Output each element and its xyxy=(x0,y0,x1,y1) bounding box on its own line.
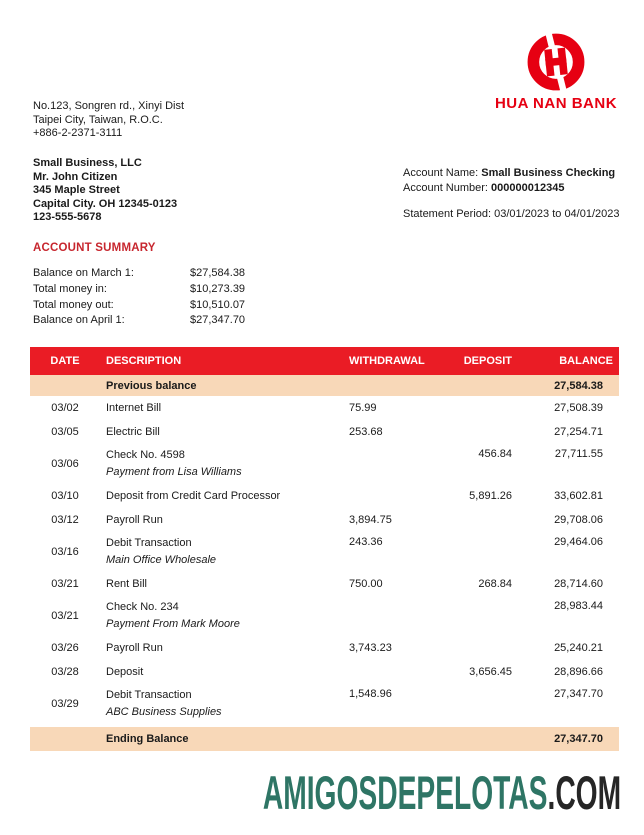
customer-line: Small Business, LLC xyxy=(33,157,142,169)
summary-label: Balance on April 1: xyxy=(33,314,125,327)
cell-balance: 28,714.60 xyxy=(554,578,603,590)
cell-withdrawal: 1,548.96 xyxy=(349,688,392,700)
cell-date: 03/28 xyxy=(51,666,79,678)
table-row xyxy=(30,420,619,444)
cell-description: Debit Transaction xyxy=(106,537,192,549)
summary-row xyxy=(33,313,245,329)
cell-balance: 29,464.06 xyxy=(554,536,603,548)
account-number-label: Account Number: xyxy=(403,181,492,194)
table-row xyxy=(30,636,619,660)
cell-date: 03/21 xyxy=(51,610,79,622)
cell-date: 03/16 xyxy=(51,546,79,558)
summary-row xyxy=(33,298,245,314)
summary-value: $27,347.70 xyxy=(190,314,246,327)
cell-description-note: ABC Business Supplies xyxy=(106,706,222,718)
table-row xyxy=(30,396,619,420)
previous-balance-label: Previous balance xyxy=(106,379,197,392)
summary-row xyxy=(33,266,245,282)
cell-date: 03/05 xyxy=(51,426,79,438)
cell-balance: 33,602.81 xyxy=(554,490,603,502)
cell-date: 03/12 xyxy=(51,514,79,526)
cell-date: 03/02 xyxy=(51,402,79,414)
cell-withdrawal: 3,743.23 xyxy=(349,642,392,654)
cell-balance: 28,896.66 xyxy=(554,666,603,678)
header-deposit: DEPOSIT xyxy=(463,355,512,367)
customer-line: 123-555-5678 xyxy=(33,211,102,223)
cell-deposit: 456.84 xyxy=(478,448,512,460)
bank-address-line: No.123, Songren rd., Xinyi Dist xyxy=(33,100,185,112)
summary-value: $10,510.07 xyxy=(190,298,246,311)
watermark-brand xyxy=(262,766,621,819)
bank-name: HUA NAN BANK xyxy=(494,95,618,112)
cell-deposit: 5,891.26 xyxy=(469,490,512,502)
cell-description-note: Main Office Wholesale xyxy=(106,554,217,566)
summary-label: Total money out: xyxy=(33,298,114,311)
ending-balance-label: Ending Balance xyxy=(106,733,189,745)
table-header-row xyxy=(30,347,619,375)
cell-deposit: 268.84 xyxy=(478,578,512,590)
cell-description: Check No. 234 xyxy=(106,601,179,613)
cell-deposit: 3,656.45 xyxy=(469,666,512,678)
header-date: DATE xyxy=(50,355,80,367)
table-row xyxy=(30,484,619,508)
table-row xyxy=(30,596,619,636)
account-summary xyxy=(33,266,245,329)
cell-description: Debit Transaction xyxy=(106,689,192,701)
table-row xyxy=(30,684,619,724)
table-row xyxy=(30,532,619,572)
cell-balance: 27,347.70 xyxy=(554,688,603,700)
cell-description: Deposit from Credit Card Processor xyxy=(106,489,281,502)
customer-line: 345 Maple Street xyxy=(33,184,120,196)
account-summary-title: ACCOUNT SUMMARY xyxy=(33,242,156,254)
cell-date: 03/21 xyxy=(51,578,79,590)
account-name-label: Account Name: xyxy=(403,167,482,179)
cell-date: 03/10 xyxy=(51,490,79,502)
table-row xyxy=(30,444,619,484)
account-name-row xyxy=(403,166,620,181)
cell-description: Rent Bill xyxy=(106,577,147,590)
account-name-value: Small Business Checking xyxy=(481,167,616,179)
cell-balance: 25,240.21 xyxy=(554,642,603,654)
bank-address-line: +886-2-2371-3111 xyxy=(33,127,123,139)
previous-balance-value: 27,584.38 xyxy=(554,379,603,392)
summary-label: Balance on March 1: xyxy=(33,267,134,279)
previous-balance-row xyxy=(30,375,619,396)
cell-balance: 27,508.39 xyxy=(554,402,603,414)
summary-row xyxy=(33,282,245,298)
bank-address xyxy=(33,100,184,141)
cell-date: 03/06 xyxy=(51,458,79,470)
hua-nan-bank-logo-icon xyxy=(527,33,585,91)
cell-balance: 27,711.55 xyxy=(554,448,603,460)
summary-value: $10,273.39 xyxy=(190,282,246,295)
customer-line: Mr. John Citizen xyxy=(33,170,118,183)
watermark-brand-name: AMIGOSDEPELOTAS xyxy=(262,766,548,819)
cell-description: Internet Bill xyxy=(106,401,162,414)
cell-withdrawal: 3,894.75 xyxy=(349,514,392,526)
cell-description-note: Payment from Lisa Williams xyxy=(106,466,242,478)
transactions-table xyxy=(30,347,619,751)
table-row xyxy=(30,508,619,532)
cell-balance: 29,708.06 xyxy=(554,514,603,526)
cell-description: Deposit xyxy=(106,665,144,678)
summary-label: Total money in: xyxy=(33,282,107,295)
cell-withdrawal: 750.00 xyxy=(349,578,383,590)
account-number-row xyxy=(403,181,620,196)
account-number-value: 000000012345 xyxy=(491,181,565,194)
ending-balance-row xyxy=(30,727,619,751)
statement-period: Statement Period: 03/01/2023 to 04/01/2023 xyxy=(403,208,620,220)
header-withdrawal: WITHDRAWAL xyxy=(349,355,425,367)
cell-date: 03/29 xyxy=(51,698,79,710)
customer-address xyxy=(33,157,177,225)
cell-description: Payroll Run xyxy=(106,513,163,526)
bank-logo xyxy=(486,33,626,112)
cell-date: 03/26 xyxy=(51,642,79,654)
summary-value: $27,584.38 xyxy=(190,267,246,279)
table-row xyxy=(30,572,619,596)
cell-description-note: Payment From Mark Moore xyxy=(106,618,240,630)
table-row xyxy=(30,660,619,684)
cell-balance: 27,254.71 xyxy=(554,426,603,438)
cell-description: Electric Bill xyxy=(106,425,160,438)
header-balance: BALANCE xyxy=(559,355,613,367)
account-info xyxy=(403,166,620,222)
cell-balance: 28,983.44 xyxy=(554,600,603,612)
header-description: DESCRIPTION xyxy=(106,355,182,367)
customer-line: Capital City. OH 12345-0123 xyxy=(33,197,178,210)
cell-description: Payroll Run xyxy=(106,641,163,654)
cell-withdrawal: 253.68 xyxy=(349,426,383,438)
cell-withdrawal: 243.36 xyxy=(349,536,383,548)
ending-balance-value: 27,347.70 xyxy=(554,733,603,745)
cell-withdrawal: 75.99 xyxy=(349,402,377,414)
bank-address-line: Taipei City, Taiwan, R.O.C. xyxy=(33,113,163,126)
cell-description: Check No. 4598 xyxy=(106,449,185,461)
watermark-brand-tld: .COM xyxy=(547,766,621,819)
